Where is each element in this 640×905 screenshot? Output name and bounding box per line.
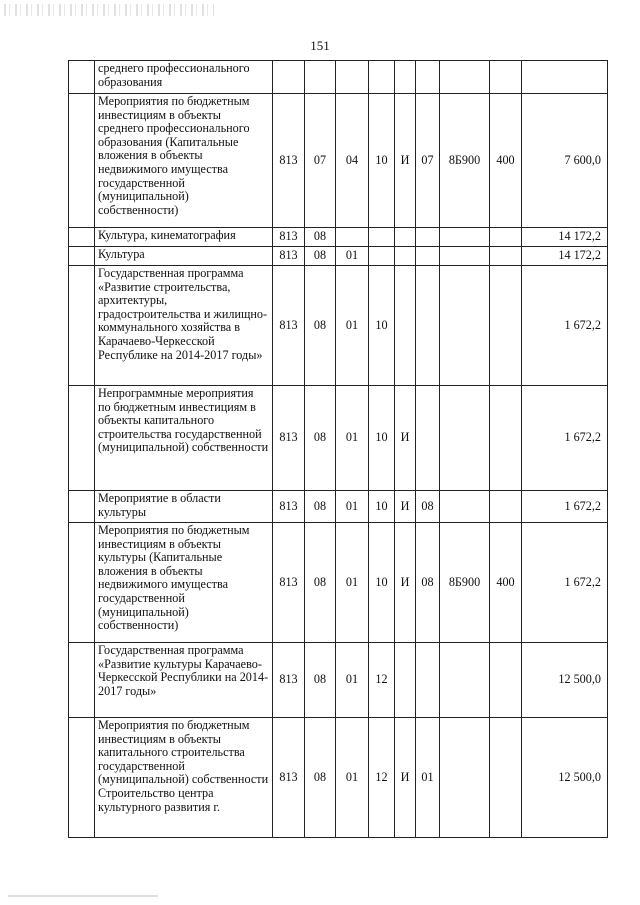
program-code-cell xyxy=(369,61,395,94)
subsection-code-cell: 01 xyxy=(336,491,369,523)
section-code-cell xyxy=(305,61,336,94)
row-index-cell xyxy=(69,491,95,523)
subsection-code-cell: 04 xyxy=(336,94,369,228)
program-code-cell: 12 xyxy=(369,718,395,838)
row-index-cell xyxy=(69,523,95,643)
direction-code-cell xyxy=(440,61,490,94)
section-code-cell: 08 xyxy=(305,386,336,491)
direction-code-cell xyxy=(440,266,490,386)
section-code-cell: 08 xyxy=(305,718,336,838)
program-code-cell: 12 xyxy=(369,643,395,718)
item-name-cell: Непрограммные мероприятия по бюджетным инвестициям в объекты капитального строительства государственной (муниципальной) собственности xyxy=(95,386,273,491)
main-event-code-cell: 08 xyxy=(416,491,440,523)
program-code-cell: 10 xyxy=(369,266,395,386)
program-code-cell: 10 xyxy=(369,386,395,491)
section-code-cell: 08 xyxy=(305,228,336,247)
expense-type-cell xyxy=(490,643,522,718)
direction-code-cell xyxy=(440,718,490,838)
item-name-cell: Мероприятие в области культуры xyxy=(95,491,273,523)
section-code-cell: 08 xyxy=(305,643,336,718)
expense-type-cell: 400 xyxy=(490,94,522,228)
main-event-code-cell xyxy=(416,386,440,491)
expense-type-cell xyxy=(490,491,522,523)
table-row xyxy=(69,386,608,491)
main-event-code-cell xyxy=(416,266,440,386)
section-code-cell: 08 xyxy=(305,247,336,266)
expense-type-cell xyxy=(490,247,522,266)
item-name-cell: Культура, кинематография xyxy=(95,228,273,247)
row-index-cell xyxy=(69,718,95,838)
budget-table xyxy=(68,60,608,838)
ministry-code-cell xyxy=(273,61,305,94)
direction-code-cell xyxy=(440,491,490,523)
ministry-code-cell: 813 xyxy=(273,718,305,838)
subsection-code-cell: 01 xyxy=(336,643,369,718)
subprogram-code-cell: И xyxy=(395,386,416,491)
row-index-cell xyxy=(69,266,95,386)
table-row xyxy=(69,643,608,718)
item-name-cell: Государственная программа «Развитие культуры Карачаево-Черкесской Республики на 2014-2017 годы» xyxy=(95,643,273,718)
table-row xyxy=(69,228,608,247)
expense-type-cell xyxy=(490,228,522,247)
ministry-code-cell: 813 xyxy=(273,523,305,643)
expense-type-cell xyxy=(490,386,522,491)
direction-code-cell: 8Б900 xyxy=(440,94,490,228)
main-event-code-cell xyxy=(416,61,440,94)
subprogram-code-cell: И xyxy=(395,491,416,523)
program-code-cell: 10 xyxy=(369,94,395,228)
amount-cell: 1 672,2 xyxy=(522,523,608,643)
subsection-code-cell xyxy=(336,61,369,94)
main-event-code-cell: 07 xyxy=(416,94,440,228)
subsection-code-cell: 01 xyxy=(336,718,369,838)
amount-cell: 12 500,0 xyxy=(522,643,608,718)
scan-artifact-bottom xyxy=(8,895,158,897)
item-name-cell: Культура xyxy=(95,247,273,266)
program-code-cell xyxy=(369,247,395,266)
expense-type-cell xyxy=(490,266,522,386)
subprogram-code-cell: И xyxy=(395,94,416,228)
direction-code-cell xyxy=(440,643,490,718)
table-row xyxy=(69,718,608,838)
ministry-code-cell: 813 xyxy=(273,94,305,228)
row-index-cell xyxy=(69,643,95,718)
direction-code-cell xyxy=(440,386,490,491)
item-name-cell: Мероприятия по бюджетным инвестициям в объекты культуры (Капитальные вложения в объекты недвижимого имущества государственной (муниципальной) собственности) xyxy=(95,523,273,643)
ministry-code-cell: 813 xyxy=(273,247,305,266)
item-name-cell: Государственная программа «Развитие строительства, архитектуры, градостроительства и жилищно-коммунального хозяйства в Карачаево-Черкесской Республике на 2014-2017 годы» xyxy=(95,266,273,386)
ministry-code-cell: 813 xyxy=(273,643,305,718)
main-event-code-cell: 08 xyxy=(416,523,440,643)
main-event-code-cell xyxy=(416,247,440,266)
subprogram-code-cell xyxy=(395,228,416,247)
item-name-cell: Мероприятия по бюджетным инвестициям в объекты капитального строительства государственной (муниципальной) собственности Строительство центра культурного развития г. xyxy=(95,718,273,838)
subprogram-code-cell xyxy=(395,61,416,94)
program-code-cell: 10 xyxy=(369,491,395,523)
amount-cell: 12 500,0 xyxy=(522,718,608,838)
row-index-cell xyxy=(69,247,95,266)
subprogram-code-cell xyxy=(395,247,416,266)
subprogram-code-cell xyxy=(395,643,416,718)
subprogram-code-cell xyxy=(395,266,416,386)
table-row xyxy=(69,61,608,94)
main-event-code-cell xyxy=(416,228,440,247)
subsection-code-cell: 01 xyxy=(336,523,369,643)
table-row xyxy=(69,491,608,523)
page-number: 151 xyxy=(310,38,330,53)
table-row xyxy=(69,94,608,228)
ministry-code-cell: 813 xyxy=(273,266,305,386)
program-code-cell: 10 xyxy=(369,523,395,643)
amount-cell: 1 672,2 xyxy=(522,386,608,491)
table-row xyxy=(69,523,608,643)
item-name-cell: Мероприятия по бюджетным инвестициям в объекты среднего профессионального образования (Капитальные вложения в объекты недвижимого имущества государственной (муниципальной) собственности) xyxy=(95,94,273,228)
expense-type-cell: 400 xyxy=(490,523,522,643)
direction-code-cell xyxy=(440,247,490,266)
row-index-cell xyxy=(69,228,95,247)
amount-cell: 14 172,2 xyxy=(522,228,608,247)
subprogram-code-cell: И xyxy=(395,718,416,838)
amount-cell: 1 672,2 xyxy=(522,266,608,386)
expense-type-cell xyxy=(490,718,522,838)
subsection-code-cell: 01 xyxy=(336,266,369,386)
direction-code-cell: 8Б900 xyxy=(440,523,490,643)
main-event-code-cell xyxy=(416,643,440,718)
row-index-cell xyxy=(69,94,95,228)
program-code-cell xyxy=(369,228,395,247)
scan-artifact-top xyxy=(4,4,214,16)
amount-cell: 7 600,0 xyxy=(522,94,608,228)
ministry-code-cell: 813 xyxy=(273,386,305,491)
subsection-code-cell: 01 xyxy=(336,247,369,266)
ministry-code-cell: 813 xyxy=(273,228,305,247)
table-row xyxy=(69,266,608,386)
section-code-cell: 07 xyxy=(305,94,336,228)
amount-cell: 1 672,2 xyxy=(522,491,608,523)
main-event-code-cell: 01 xyxy=(416,718,440,838)
subsection-code-cell: 01 xyxy=(336,386,369,491)
section-code-cell: 08 xyxy=(305,523,336,643)
expense-type-cell xyxy=(490,61,522,94)
direction-code-cell xyxy=(440,228,490,247)
subprogram-code-cell: И xyxy=(395,523,416,643)
row-index-cell xyxy=(69,61,95,94)
subsection-code-cell xyxy=(336,228,369,247)
item-name-cell: среднего профессионального образования xyxy=(95,61,273,94)
section-code-cell: 08 xyxy=(305,491,336,523)
ministry-code-cell: 813 xyxy=(273,491,305,523)
amount-cell xyxy=(522,61,608,94)
row-index-cell xyxy=(69,386,95,491)
section-code-cell: 08 xyxy=(305,266,336,386)
amount-cell: 14 172,2 xyxy=(522,247,608,266)
table-row xyxy=(69,247,608,266)
